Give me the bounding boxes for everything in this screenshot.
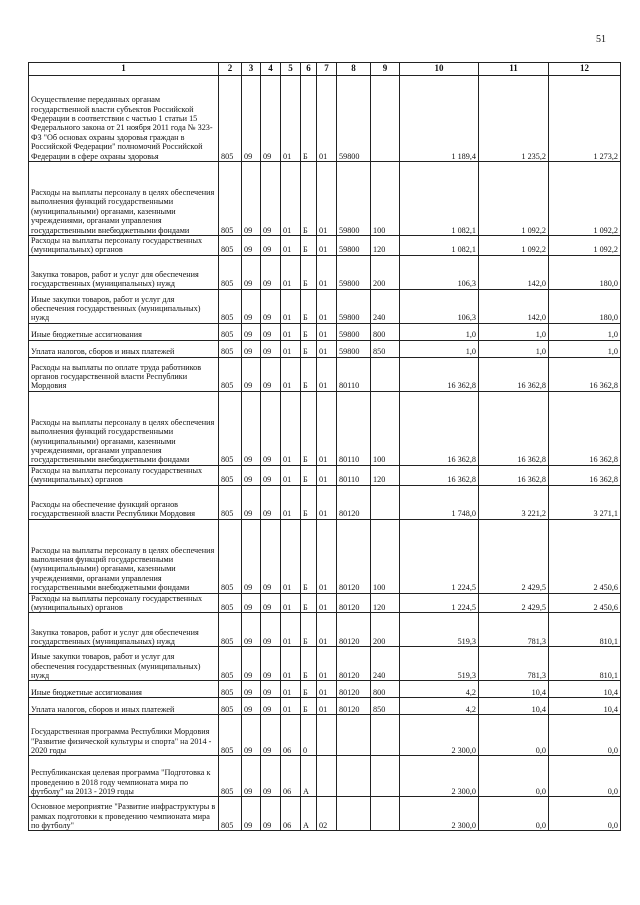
cell-col-9: 850 <box>371 698 400 715</box>
column-header: 2 <box>219 63 242 76</box>
cell-col-9: 120 <box>371 593 400 613</box>
cell-col-3: 09 <box>242 323 261 340</box>
cell-col-2: 805 <box>219 756 242 797</box>
cell-col-3: 09 <box>242 698 261 715</box>
cell-col-6: Б <box>301 593 317 613</box>
cell-col-5: 06 <box>281 715 301 756</box>
cell-col-4: 09 <box>261 391 281 465</box>
cell-col-11: 0,0 <box>479 756 549 797</box>
cell-col-12: 10,4 <box>549 681 621 698</box>
cell-col-7: 01 <box>317 698 337 715</box>
cell-col-7: 01 <box>317 465 337 485</box>
cell-col-11: 16 362,8 <box>479 391 549 465</box>
cell-col-12: 1 092,2 <box>549 236 621 256</box>
cell-col-5: 01 <box>281 340 301 357</box>
cell-col-5: 06 <box>281 797 301 831</box>
cell-col-2: 805 <box>219 391 242 465</box>
cell-col-6: Б <box>301 391 317 465</box>
row-name: Основное мероприятие "Развитие инфраструктуры в рамках подготовки к проведению чемпионата мира по футболу" <box>29 797 219 831</box>
cell-col-5: 01 <box>281 289 301 323</box>
cell-col-5: 01 <box>281 357 301 391</box>
cell-col-8: 59800 <box>337 236 371 256</box>
cell-col-6: Б <box>301 485 317 519</box>
row-name: Уплата налогов, сборов и иных платежей <box>29 340 219 357</box>
cell-col-10: 106,3 <box>400 289 479 323</box>
cell-col-6: Б <box>301 647 317 681</box>
cell-col-2: 805 <box>219 323 242 340</box>
cell-col-4: 09 <box>261 236 281 256</box>
cell-col-10: 2 300,0 <box>400 715 479 756</box>
cell-col-4: 09 <box>261 613 281 647</box>
cell-col-9 <box>371 357 400 391</box>
cell-col-4: 09 <box>261 593 281 613</box>
cell-col-10: 1 224,5 <box>400 519 479 593</box>
cell-col-9: 200 <box>371 255 400 289</box>
cell-col-9: 120 <box>371 465 400 485</box>
cell-col-8: 59800 <box>337 289 371 323</box>
cell-col-8: 59800 <box>337 255 371 289</box>
cell-col-8 <box>337 756 371 797</box>
cell-col-11: 1,0 <box>479 323 549 340</box>
cell-col-9 <box>371 756 400 797</box>
cell-col-7: 01 <box>317 391 337 465</box>
cell-col-2: 805 <box>219 647 242 681</box>
row-name: Расходы на выплаты персоналу государственных (муниципальных) органов <box>29 465 219 485</box>
cell-col-8: 59800 <box>337 323 371 340</box>
cell-col-9: 100 <box>371 391 400 465</box>
cell-col-12: 10,4 <box>549 698 621 715</box>
cell-col-3: 09 <box>242 340 261 357</box>
cell-col-4: 09 <box>261 357 281 391</box>
row-name: Расходы на выплаты персоналу в целях обеспечения выполнения функций государственными (муниципальными) органами, казенными учреждениями, органами управления государственными внебюджетными фондами <box>29 162 219 236</box>
cell-col-8: 59800 <box>337 340 371 357</box>
row-name: Иные закупки товаров, работ и услуг для обеспечения государственных (муниципальных) нужд <box>29 289 219 323</box>
cell-col-5: 01 <box>281 519 301 593</box>
cell-col-11: 2 429,5 <box>479 593 549 613</box>
cell-col-6: Б <box>301 289 317 323</box>
table-row <box>29 236 621 256</box>
cell-col-11: 10,4 <box>479 698 549 715</box>
cell-col-2: 805 <box>219 76 242 162</box>
cell-col-6: Б <box>301 323 317 340</box>
table-row <box>29 162 621 236</box>
cell-col-7: 01 <box>317 519 337 593</box>
cell-col-7: 01 <box>317 357 337 391</box>
cell-col-10: 519,3 <box>400 613 479 647</box>
cell-col-4: 09 <box>261 340 281 357</box>
cell-col-2: 805 <box>219 797 242 831</box>
cell-col-2: 805 <box>219 593 242 613</box>
cell-col-8: 80120 <box>337 681 371 698</box>
row-name: Расходы на выплаты персоналу государственных (муниципальных) органов <box>29 236 219 256</box>
cell-col-9 <box>371 485 400 519</box>
cell-col-7: 01 <box>317 485 337 519</box>
cell-col-7: 01 <box>317 162 337 236</box>
row-name: Расходы на выплаты по оплате труда работников органов государственной власти Республики Мордовия <box>29 357 219 391</box>
cell-col-6: Б <box>301 465 317 485</box>
cell-col-11: 16 362,8 <box>479 465 549 485</box>
table-row <box>29 76 621 162</box>
cell-col-10: 1 082,1 <box>400 162 479 236</box>
cell-col-5: 01 <box>281 323 301 340</box>
cell-col-7: 01 <box>317 340 337 357</box>
cell-col-10: 1 224,5 <box>400 593 479 613</box>
cell-col-12: 3 271,1 <box>549 485 621 519</box>
cell-col-11: 781,3 <box>479 647 549 681</box>
cell-col-9: 240 <box>371 647 400 681</box>
cell-col-11: 142,0 <box>479 255 549 289</box>
cell-col-10: 106,3 <box>400 255 479 289</box>
cell-col-10: 2 300,0 <box>400 756 479 797</box>
cell-col-2: 805 <box>219 236 242 256</box>
cell-col-9: 200 <box>371 613 400 647</box>
cell-col-4: 09 <box>261 715 281 756</box>
cell-col-8: 80120 <box>337 647 371 681</box>
cell-col-8: 80120 <box>337 485 371 519</box>
cell-col-9: 800 <box>371 681 400 698</box>
cell-col-12: 16 362,8 <box>549 465 621 485</box>
cell-col-6: Б <box>301 357 317 391</box>
cell-col-4: 09 <box>261 76 281 162</box>
cell-col-2: 805 <box>219 681 242 698</box>
cell-col-8: 80120 <box>337 613 371 647</box>
cell-col-7: 01 <box>317 593 337 613</box>
cell-col-6: Б <box>301 681 317 698</box>
table-row <box>29 357 621 391</box>
cell-col-7: 01 <box>317 236 337 256</box>
cell-col-10: 519,3 <box>400 647 479 681</box>
cell-col-10: 16 362,8 <box>400 357 479 391</box>
cell-col-12: 1 092,2 <box>549 162 621 236</box>
cell-col-12: 180,0 <box>549 255 621 289</box>
cell-col-10: 4,2 <box>400 681 479 698</box>
table-row <box>29 465 621 485</box>
cell-col-12: 2 450,6 <box>549 593 621 613</box>
column-header: 4 <box>261 63 281 76</box>
cell-col-5: 01 <box>281 485 301 519</box>
cell-col-8: 80110 <box>337 465 371 485</box>
cell-col-5: 01 <box>281 593 301 613</box>
cell-col-12: 810,1 <box>549 647 621 681</box>
cell-col-10: 1 189,4 <box>400 76 479 162</box>
cell-col-6: Б <box>301 255 317 289</box>
cell-col-11: 1,0 <box>479 340 549 357</box>
table-row <box>29 255 621 289</box>
cell-col-3: 09 <box>242 715 261 756</box>
cell-col-6: Б <box>301 340 317 357</box>
cell-col-7: 01 <box>317 647 337 681</box>
row-name: Расходы на выплаты персоналу государственных (муниципальных) органов <box>29 593 219 613</box>
row-name: Уплата налогов, сборов и иных платежей <box>29 698 219 715</box>
cell-col-11: 10,4 <box>479 681 549 698</box>
cell-col-10: 2 300,0 <box>400 797 479 831</box>
cell-col-6: Б <box>301 519 317 593</box>
cell-col-12: 0,0 <box>549 715 621 756</box>
row-name: Государственная программа Республики Мордовия "Развитие физической культуры и спорта" на 2014 - 2020 годы <box>29 715 219 756</box>
cell-col-4: 09 <box>261 698 281 715</box>
cell-col-3: 09 <box>242 465 261 485</box>
cell-col-6: Б <box>301 76 317 162</box>
cell-col-12: 16 362,8 <box>549 391 621 465</box>
cell-col-8: 80120 <box>337 519 371 593</box>
budget-table <box>28 62 621 831</box>
cell-col-5: 01 <box>281 391 301 465</box>
cell-col-5: 01 <box>281 465 301 485</box>
cell-col-10: 1,0 <box>400 323 479 340</box>
cell-col-2: 805 <box>219 465 242 485</box>
cell-col-2: 805 <box>219 289 242 323</box>
cell-col-2: 805 <box>219 519 242 593</box>
table-header <box>29 63 621 76</box>
cell-col-12: 1,0 <box>549 323 621 340</box>
cell-col-2: 805 <box>219 162 242 236</box>
cell-col-3: 09 <box>242 236 261 256</box>
cell-col-6: А <box>301 797 317 831</box>
table-row <box>29 756 621 797</box>
table-row <box>29 715 621 756</box>
page-number: 51 <box>596 34 606 45</box>
cell-col-4: 09 <box>261 485 281 519</box>
cell-col-4: 09 <box>261 255 281 289</box>
cell-col-7: 02 <box>317 797 337 831</box>
row-name: Расходы на обеспечение функций органов государственной власти Республики Мордовия <box>29 485 219 519</box>
table-row <box>29 519 621 593</box>
cell-col-9: 850 <box>371 340 400 357</box>
table-row <box>29 698 621 715</box>
table-row <box>29 289 621 323</box>
cell-col-4: 09 <box>261 162 281 236</box>
cell-col-10: 1 082,1 <box>400 236 479 256</box>
cell-col-3: 09 <box>242 391 261 465</box>
cell-col-4: 09 <box>261 323 281 340</box>
cell-col-7: 01 <box>317 681 337 698</box>
cell-col-12: 2 450,6 <box>549 519 621 593</box>
cell-col-6: Б <box>301 613 317 647</box>
cell-col-8 <box>337 715 371 756</box>
cell-col-3: 09 <box>242 255 261 289</box>
cell-col-9: 240 <box>371 289 400 323</box>
cell-col-5: 06 <box>281 756 301 797</box>
cell-col-2: 805 <box>219 698 242 715</box>
column-header: 6 <box>301 63 317 76</box>
cell-col-8: 80120 <box>337 593 371 613</box>
cell-col-12: 180,0 <box>549 289 621 323</box>
row-name: Иные бюджетные ассигнования <box>29 323 219 340</box>
cell-col-6: Б <box>301 162 317 236</box>
cell-col-3: 09 <box>242 613 261 647</box>
cell-col-12: 0,0 <box>549 797 621 831</box>
cell-col-6: 0 <box>301 715 317 756</box>
cell-col-6: Б <box>301 236 317 256</box>
row-name: Закупка товаров, работ и услуг для обеспечения государственных (муниципальных) нужд <box>29 613 219 647</box>
cell-col-3: 09 <box>242 519 261 593</box>
cell-col-11: 781,3 <box>479 613 549 647</box>
cell-col-3: 09 <box>242 681 261 698</box>
table-row <box>29 647 621 681</box>
cell-col-3: 09 <box>242 76 261 162</box>
cell-col-6: Б <box>301 698 317 715</box>
cell-col-4: 09 <box>261 797 281 831</box>
cell-col-3: 09 <box>242 756 261 797</box>
table-row <box>29 613 621 647</box>
cell-col-7: 01 <box>317 76 337 162</box>
cell-col-11: 3 221,2 <box>479 485 549 519</box>
table-row <box>29 323 621 340</box>
cell-col-8: 80110 <box>337 391 371 465</box>
row-name: Закупка товаров, работ и услуг для обеспечения государственных (муниципальных) нужд <box>29 255 219 289</box>
cell-col-7: 01 <box>317 323 337 340</box>
cell-col-4: 09 <box>261 756 281 797</box>
cell-col-11: 142,0 <box>479 289 549 323</box>
cell-col-4: 09 <box>261 647 281 681</box>
cell-col-9: 120 <box>371 236 400 256</box>
cell-col-9 <box>371 797 400 831</box>
cell-col-9: 100 <box>371 162 400 236</box>
row-name: Иные бюджетные ассигнования <box>29 681 219 698</box>
cell-col-11: 2 429,5 <box>479 519 549 593</box>
column-header: 5 <box>281 63 301 76</box>
cell-col-9 <box>371 715 400 756</box>
cell-col-5: 01 <box>281 236 301 256</box>
cell-col-10: 16 362,8 <box>400 465 479 485</box>
cell-col-12: 1 273,2 <box>549 76 621 162</box>
cell-col-9: 800 <box>371 323 400 340</box>
cell-col-2: 805 <box>219 715 242 756</box>
cell-col-8 <box>337 797 371 831</box>
column-header: 3 <box>242 63 261 76</box>
row-name: Республиканская целевая программа "Подготовка к проведению в 2018 году чемпионата мира по футболу" на 2013 - 2019 годы <box>29 756 219 797</box>
cell-col-7: 01 <box>317 255 337 289</box>
column-header: 9 <box>371 63 400 76</box>
cell-col-12: 1,0 <box>549 340 621 357</box>
cell-col-12: 0,0 <box>549 756 621 797</box>
cell-col-8: 80110 <box>337 357 371 391</box>
cell-col-2: 805 <box>219 255 242 289</box>
cell-col-6: А <box>301 756 317 797</box>
cell-col-8: 59800 <box>337 162 371 236</box>
column-header: 11 <box>479 63 549 76</box>
cell-col-11: 1 092,2 <box>479 162 549 236</box>
cell-col-2: 805 <box>219 340 242 357</box>
cell-col-8: 80120 <box>337 698 371 715</box>
column-header: 1 <box>29 63 219 76</box>
cell-col-3: 09 <box>242 289 261 323</box>
cell-col-3: 09 <box>242 593 261 613</box>
cell-col-4: 09 <box>261 681 281 698</box>
cell-col-11: 0,0 <box>479 715 549 756</box>
table-row <box>29 797 621 831</box>
row-name: Расходы на выплаты персоналу в целях обеспечения выполнения функций государственными (муниципальными) органами, казенными учреждениями, органами управления государственными внебюджетными фондами <box>29 519 219 593</box>
cell-col-12: 810,1 <box>549 613 621 647</box>
column-header: 10 <box>400 63 479 76</box>
table-row <box>29 485 621 519</box>
cell-col-3: 09 <box>242 485 261 519</box>
cell-col-3: 09 <box>242 357 261 391</box>
cell-col-4: 09 <box>261 519 281 593</box>
row-name: Иные закупки товаров, работ и услуг для обеспечения государственных (муниципальных) нужд <box>29 647 219 681</box>
cell-col-9: 100 <box>371 519 400 593</box>
table-row <box>29 681 621 698</box>
cell-col-9 <box>371 76 400 162</box>
cell-col-7 <box>317 715 337 756</box>
cell-col-8: 59800 <box>337 76 371 162</box>
cell-col-3: 09 <box>242 162 261 236</box>
cell-col-3: 09 <box>242 647 261 681</box>
cell-col-2: 805 <box>219 485 242 519</box>
table-row <box>29 391 621 465</box>
table-row <box>29 593 621 613</box>
cell-col-5: 01 <box>281 698 301 715</box>
row-name: Расходы на выплаты персоналу в целях обеспечения выполнения функций государственными (муниципальными) органами, казенными учреждениями, органами управления государственными внебюджетными фондами <box>29 391 219 465</box>
cell-col-12: 16 362,8 <box>549 357 621 391</box>
cell-col-5: 01 <box>281 162 301 236</box>
cell-col-10: 1 748,0 <box>400 485 479 519</box>
column-header: 12 <box>549 63 621 76</box>
cell-col-7 <box>317 756 337 797</box>
cell-col-7: 01 <box>317 289 337 323</box>
column-header: 8 <box>337 63 371 76</box>
cell-col-4: 09 <box>261 465 281 485</box>
cell-col-2: 805 <box>219 613 242 647</box>
table-row <box>29 340 621 357</box>
cell-col-3: 09 <box>242 797 261 831</box>
cell-col-5: 01 <box>281 681 301 698</box>
cell-col-11: 1 092,2 <box>479 236 549 256</box>
column-header: 7 <box>317 63 337 76</box>
cell-col-5: 01 <box>281 255 301 289</box>
cell-col-11: 0,0 <box>479 797 549 831</box>
cell-col-7: 01 <box>317 613 337 647</box>
cell-col-11: 16 362,8 <box>479 357 549 391</box>
cell-col-10: 16 362,8 <box>400 391 479 465</box>
row-name: Осуществление переданных органам государственной власти субъектов Российской Федерации в соответствии с частью 1 статьи 15 Федерального закона от 21 ноября 2011 года № 323-ФЗ "Об основах охраны здоровья граждан в Российской Федерации" полномочий Российской Федерации в сфере охраны здоровья <box>29 76 219 162</box>
cell-col-4: 09 <box>261 289 281 323</box>
cell-col-5: 01 <box>281 76 301 162</box>
cell-col-10: 4,2 <box>400 698 479 715</box>
cell-col-10: 1,0 <box>400 340 479 357</box>
cell-col-5: 01 <box>281 647 301 681</box>
cell-col-11: 1 235,2 <box>479 76 549 162</box>
cell-col-2: 805 <box>219 357 242 391</box>
cell-col-5: 01 <box>281 613 301 647</box>
table-body <box>29 76 621 831</box>
